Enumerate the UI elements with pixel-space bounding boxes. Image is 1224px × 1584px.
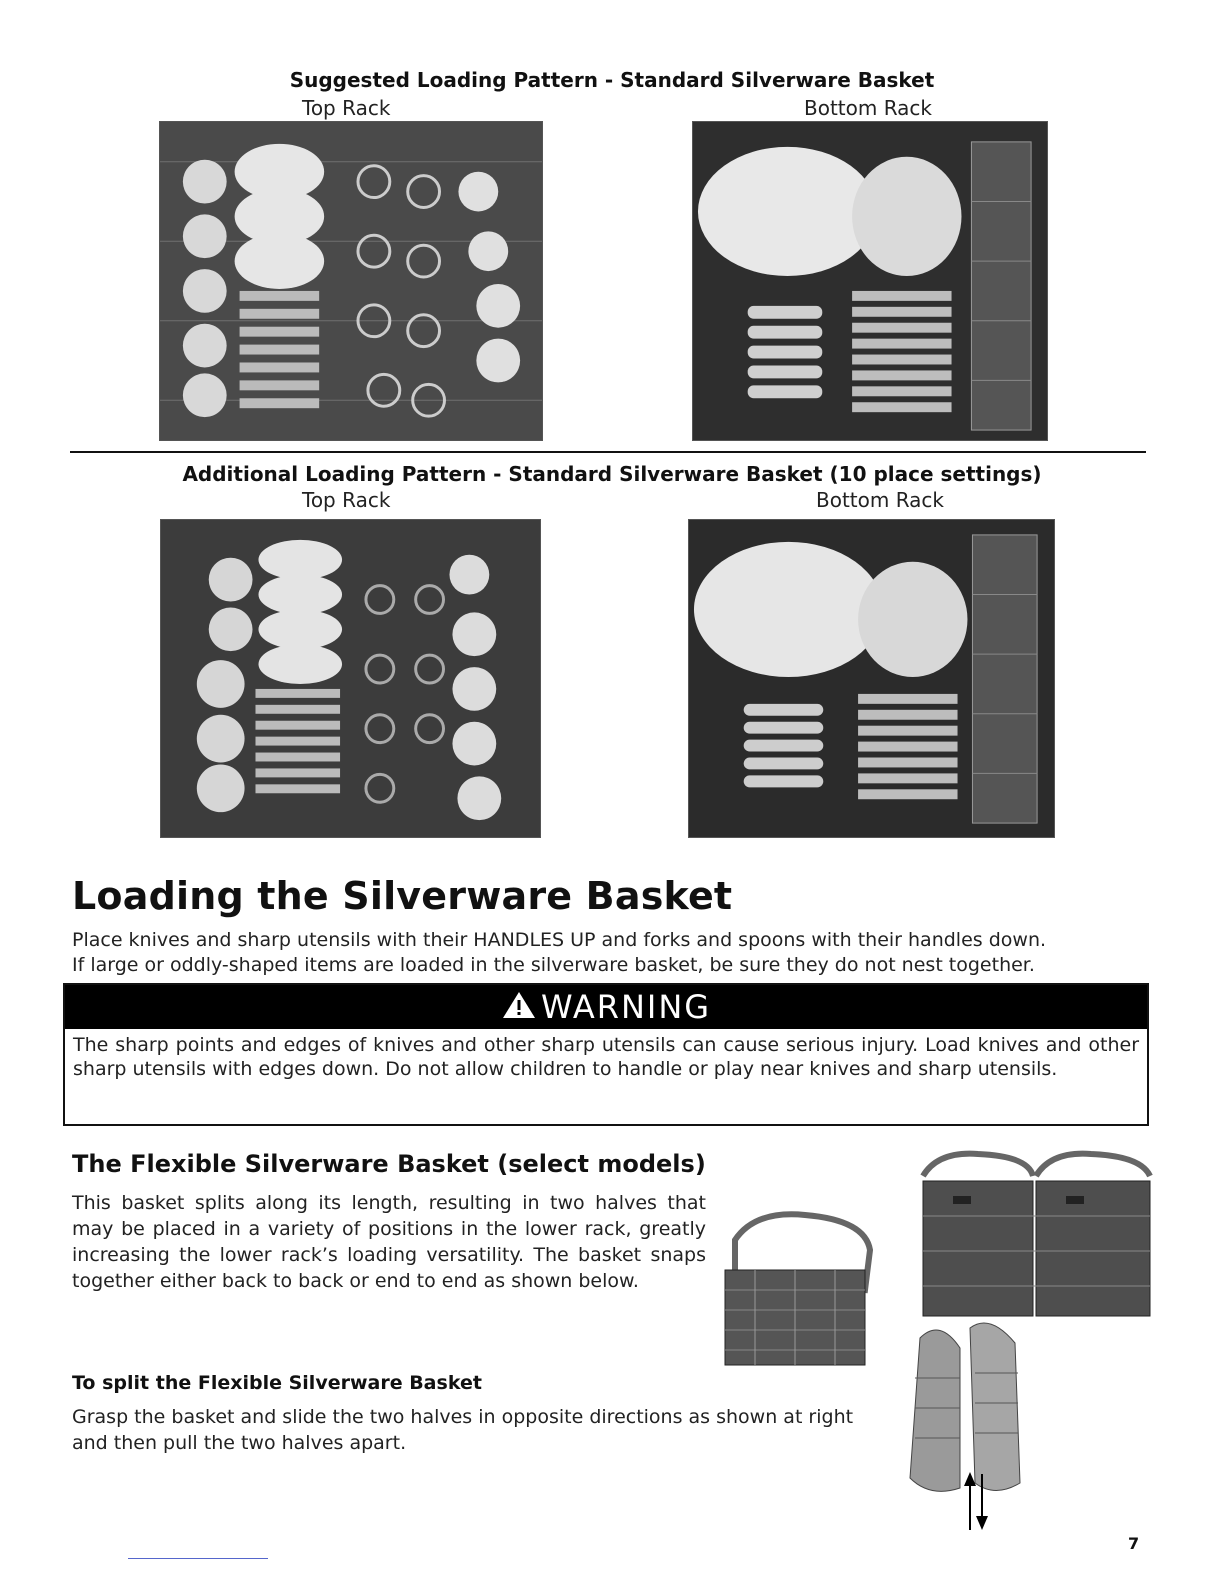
suggested-pattern-title: Suggested Loading Pattern - Standard Silverware Basket [289, 68, 935, 92]
loading-line-1: Place knives and sharp utensils with their HANDLES UP and forks and spoons with their handles down. [72, 929, 1047, 951]
warning-box [63, 983, 1149, 1126]
additional-bottom-rack-photo [688, 519, 1055, 838]
split-heading: To split the Flexible Silverware Basket [72, 1372, 482, 1394]
additional-top-rack-label: Top Rack [302, 488, 391, 512]
warning-label: WARNING [540, 988, 712, 1026]
additional-pattern-title: Additional Loading Pattern - Standard Silverware Basket (10 place settings) [182, 462, 1042, 486]
additional-bottom-rack-label: Bottom Rack [816, 488, 945, 512]
page-number: 7 [1128, 1534, 1140, 1553]
warning-header [65, 985, 1147, 1029]
warning-triangle-icon [501, 987, 537, 1031]
loading-line-2: If large or oddly-shaped items are loaded in the silverware basket, be sure they do not nest together. [72, 954, 1035, 976]
flexible-heading: The Flexible Silverware Basket (select models) [72, 1150, 706, 1178]
suggested-top-rack-label: Top Rack [302, 96, 391, 120]
section-divider [70, 451, 1146, 453]
suggested-bottom-rack-photo [692, 121, 1048, 441]
split-text: Grasp the basket and slide the two halves in opposite directions as shown at right and then pull the two halves apart. [72, 1406, 854, 1454]
additional-top-rack-photo [160, 519, 541, 838]
footer-line [128, 1558, 268, 1559]
basket-back-to-back-illustration [715, 1200, 885, 1375]
flexible-text: This basket splits along its length, resulting in two halves that may be placed in a variety of positions in the lower rack, greatly increasing the lower rack’s loading versatility. The basket snaps together either back to back or end to end as shown below. [72, 1192, 706, 1292]
suggested-top-rack-photo [159, 121, 543, 441]
loading-heading: Loading the Silverware Basket [72, 874, 733, 918]
slide-direction-arrows-icon [958, 1472, 994, 1532]
suggested-bottom-rack-label: Bottom Rack [804, 96, 933, 120]
basket-end-to-end-illustration [918, 1146, 1156, 1322]
warning-text: The sharp points and edges of knives and other sharp utensils can cause serious injury. Load knives and other sharp utensils with edges down. Do not allow children to handle or play near knives and sharp utensils. [73, 1034, 1139, 1080]
